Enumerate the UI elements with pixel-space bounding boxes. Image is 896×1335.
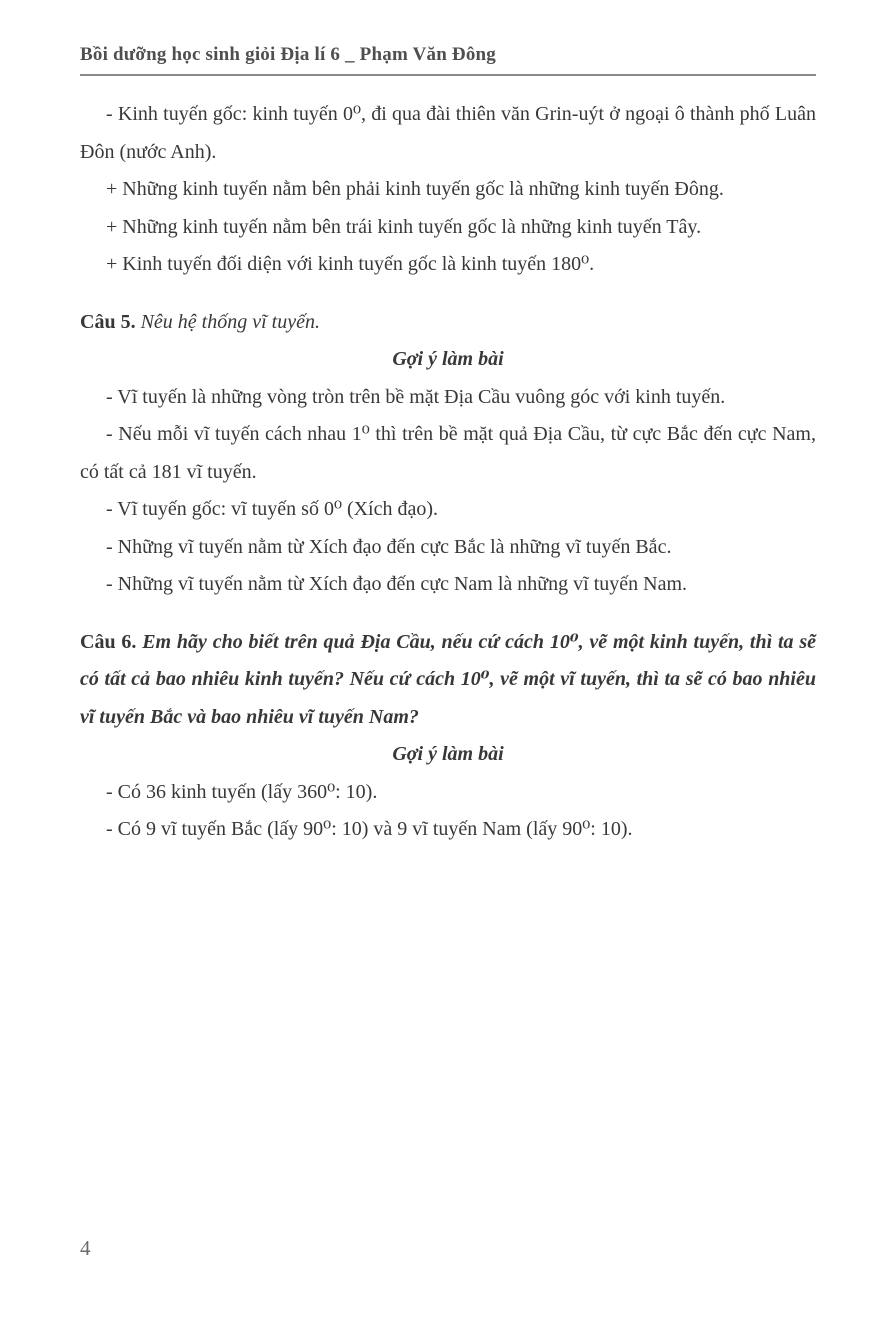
question-5-title: Nêu hệ thống vĩ tuyến. bbox=[140, 310, 320, 333]
question-6-title: Em hãy cho biết trên quả Địa Cầu, nếu cứ cách 10⁰, vẽ một kinh tuyến, thì ta sẽ có tất cả bao nhiêu kinh tuyến? Nếu cứ cách 10⁰, vẽ một vĩ tuyến, thì ta sẽ có bao nhiêu vĩ tuyến Bắc và bao nhiêu vĩ tuyến Nam? bbox=[80, 630, 816, 728]
header-title: Bồi dưỡng học sinh giỏi Địa lí 6 _ Phạm Văn Đông bbox=[80, 44, 497, 65]
intro-paragraph: + Kinh tuyến đối diện với kinh tuyến gốc là kinh tuyến 180⁰. bbox=[106, 253, 595, 275]
question-6-heading bbox=[80, 624, 816, 737]
question-6-answer: - Có 36 kinh tuyến (lấy 360⁰: 10). bbox=[106, 780, 378, 803]
question-6-hint-heading: Gợi ý làm bài bbox=[392, 743, 504, 765]
page-number: 4 bbox=[80, 1236, 91, 1260]
question-5-hint-heading: Gợi ý làm bài bbox=[392, 348, 504, 370]
question-6-label: Câu 6. bbox=[80, 630, 137, 653]
document-content bbox=[80, 96, 816, 849]
question-5-answer: - Những vĩ tuyến nằm từ Xích đạo đến cực Nam là những vĩ tuyến Nam. bbox=[106, 573, 688, 595]
question-5-answer: - Nếu mỗi vĩ tuyến cách nhau 1⁰ thì trên bề mặt quả Địa Cầu, từ cực Bắc đến cực Nam, có tất cả 181 vĩ tuyến. bbox=[80, 423, 816, 483]
intro-paragraph: + Những kinh tuyến nằm bên phải kinh tuyến gốc là những kinh tuyến Đông. bbox=[106, 178, 724, 200]
question-5-answer: - Vĩ tuyến gốc: vĩ tuyến số 0⁰ (Xích đạo). bbox=[106, 498, 439, 520]
intro-paragraph: + Những kinh tuyến nằm bên trái kinh tuyến gốc là những kinh tuyến Tây. bbox=[106, 215, 702, 238]
page-header bbox=[80, 44, 816, 76]
question-5-heading bbox=[80, 304, 816, 342]
question-5-answer: - Những vĩ tuyến nằm từ Xích đạo đến cực Bắc là những vĩ tuyến Bắc. bbox=[106, 535, 672, 558]
intro-paragraph: - Kinh tuyến gốc: kinh tuyến 0⁰, đi qua đài thiên văn Grin-uýt ở ngoại ô thành phố Luân Đôn (nước Anh). bbox=[80, 103, 816, 163]
question-5-answer: - Vĩ tuyến là những vòng tròn trên bề mặt Địa Cầu vuông góc với kinh tuyến. bbox=[106, 385, 726, 408]
question-5-label: Câu 5. bbox=[80, 310, 136, 333]
question-6-answer: - Có 9 vĩ tuyến Bắc (lấy 90⁰: 10) và 9 vĩ tuyến Nam (lấy 90⁰: 10). bbox=[106, 818, 633, 840]
